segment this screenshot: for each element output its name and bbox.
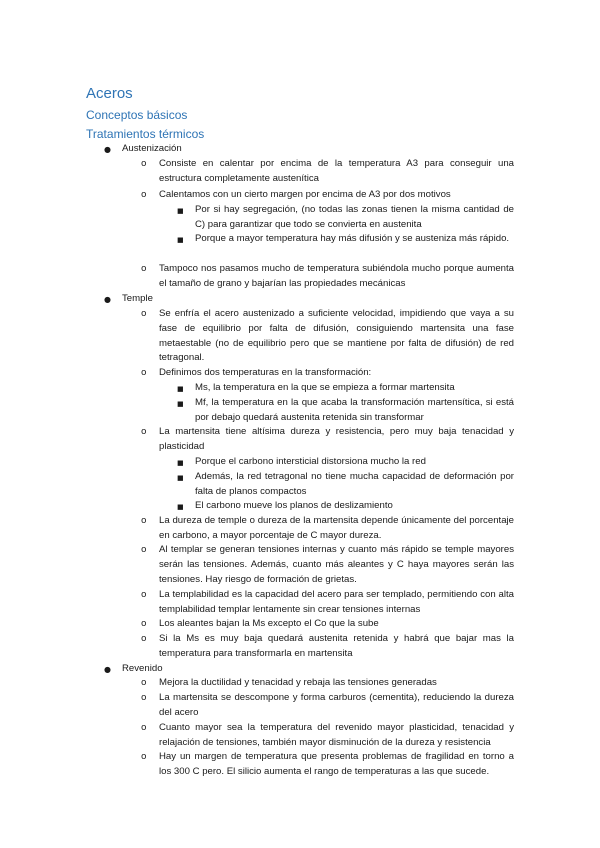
circle-bullet-icon: o	[141, 723, 147, 733]
list-item: Se enfría el acero austenizado a suficiente velocidad, impidiendo que vaya a su fase de equilibrio por falta de difusión, consiguiendo martensita una fase metaestable (no de equilibrio pero que se mantiene por falta de difusión) de red tetragonal.	[159, 308, 514, 364]
circle-bullet-icon: o	[141, 264, 147, 274]
section-heading-tratamientos: Tratamientos térmicos	[86, 127, 205, 141]
list-item: Por si hay segregación, (no todas las zonas tienen la misma cantidad de C) para garantizar que todo se convierta en austenita	[195, 204, 514, 230]
revenido-label: Revenido	[122, 663, 163, 674]
bullet-icon: ●	[104, 145, 111, 154]
list-item: Mejora la ductilidad y tenacidad y rebaja las tensiones generadas	[159, 677, 437, 688]
list-item: Al templar se generan tensiones internas y cuanto más rápido se temple mayores serán las tensiones. Además, cuanto más aleantes y C haya mayores serán las tensiones. Hay riesgo de formación de grietas.	[159, 544, 514, 585]
list-item: Los aleantes bajan la Ms excepto el Co que la sube	[159, 618, 379, 629]
square-bullet-icon: ■	[177, 459, 184, 467]
square-bullet-icon: ■	[177, 503, 184, 511]
document-title: Aceros	[86, 85, 133, 102]
circle-bullet-icon: o	[141, 752, 147, 762]
list-item: Mf, la temperatura en la que acaba la transformación martensítica, si está por debajo quedará austenita retenida sin transformar	[195, 397, 514, 423]
square-bullet-icon: ■	[177, 236, 184, 244]
square-bullet-icon: ■	[177, 207, 184, 215]
circle-bullet-icon: o	[141, 309, 147, 319]
list-item: La templabilidad es la capacidad del acero para ser templado, permitiendo con alta templabilidad templar lentamente sin crear tensiones internas	[159, 589, 514, 615]
list-item: Tampoco nos pasamos mucho de temperatura subiéndola mucho porque aumenta el tamaño de grano y bajarían las propiedades mecánicas	[159, 263, 514, 289]
circle-bullet-icon: o	[141, 590, 147, 600]
bullet-icon: ●	[104, 295, 111, 304]
list-item: El carbono mueve los planos de deslizamiento	[195, 500, 393, 511]
list-item: Porque a mayor temperatura hay más difusión y se austeniza más rápido.	[195, 233, 510, 244]
circle-bullet-icon: o	[141, 190, 147, 200]
list-item-temple	[122, 292, 522, 307]
list-item-revenido	[122, 662, 522, 677]
temple-label: Temple	[122, 293, 153, 304]
list-item: Ms, la temperatura en la que se empieza a formar martensita	[195, 382, 455, 393]
circle-bullet-icon: o	[141, 619, 147, 629]
circle-bullet-icon: o	[141, 678, 147, 688]
circle-bullet-icon: o	[141, 634, 147, 644]
section-heading-conceptos: Conceptos básicos	[86, 108, 188, 122]
list-item: Cuanto mayor sea la temperatura del revenido mayor plasticidad, tenacidad y relajación de tensiones, también mayor disminución de la dureza y resistencia	[159, 722, 514, 748]
bullet-icon: ●	[104, 665, 111, 674]
list-item: La martensita tiene altísima dureza y resistencia, pero muy baja tenacidad y plasticidad	[159, 426, 514, 452]
circle-bullet-icon: o	[141, 545, 147, 555]
circle-bullet-icon: o	[141, 693, 147, 703]
list-item: Hay un margen de temperatura que presenta problemas de fragilidad en torno a los 300 C pero. El silicio aumenta el rango de temperaturas a las que sucede.	[159, 751, 514, 777]
circle-bullet-icon: o	[141, 159, 147, 169]
list-item: Además, la red tetragonal no tiene mucha capacidad de deformación por falta de planos compactos	[195, 471, 514, 497]
square-bullet-icon: ■	[177, 474, 184, 482]
circle-bullet-icon: o	[141, 368, 147, 378]
square-bullet-icon: ■	[177, 400, 184, 408]
list-item-austenizacion	[122, 142, 522, 157]
list-item: Consiste en calentar por encima de la temperatura A3 para conseguir una estructura completamente austenítica	[159, 158, 514, 184]
list-item: Calentamos con un cierto margen por encima de A3 por dos motivos	[159, 189, 451, 200]
circle-bullet-icon: o	[141, 516, 147, 526]
austenizacion-label: Austenización	[122, 143, 182, 154]
list-item: Si la Ms es muy baja quedará austenita retenida y habrá que bajar mas la temperatura para transformarla en martensita	[159, 633, 514, 659]
circle-bullet-icon: o	[141, 427, 147, 437]
list-item: Definimos dos temperaturas en la transformación:	[159, 367, 372, 378]
list-item: La dureza de temple o dureza de la martensita depende únicamente del porcentaje en carbono, a mayor porcentaje de C mayor dureza.	[159, 515, 514, 541]
square-bullet-icon: ■	[177, 385, 184, 393]
list-item: La martensita se descompone y forma carburos (cementita), reduciendo la dureza del acero	[159, 692, 514, 718]
list-item: Porque el carbono intersticial distorsiona mucho la red	[195, 456, 426, 467]
